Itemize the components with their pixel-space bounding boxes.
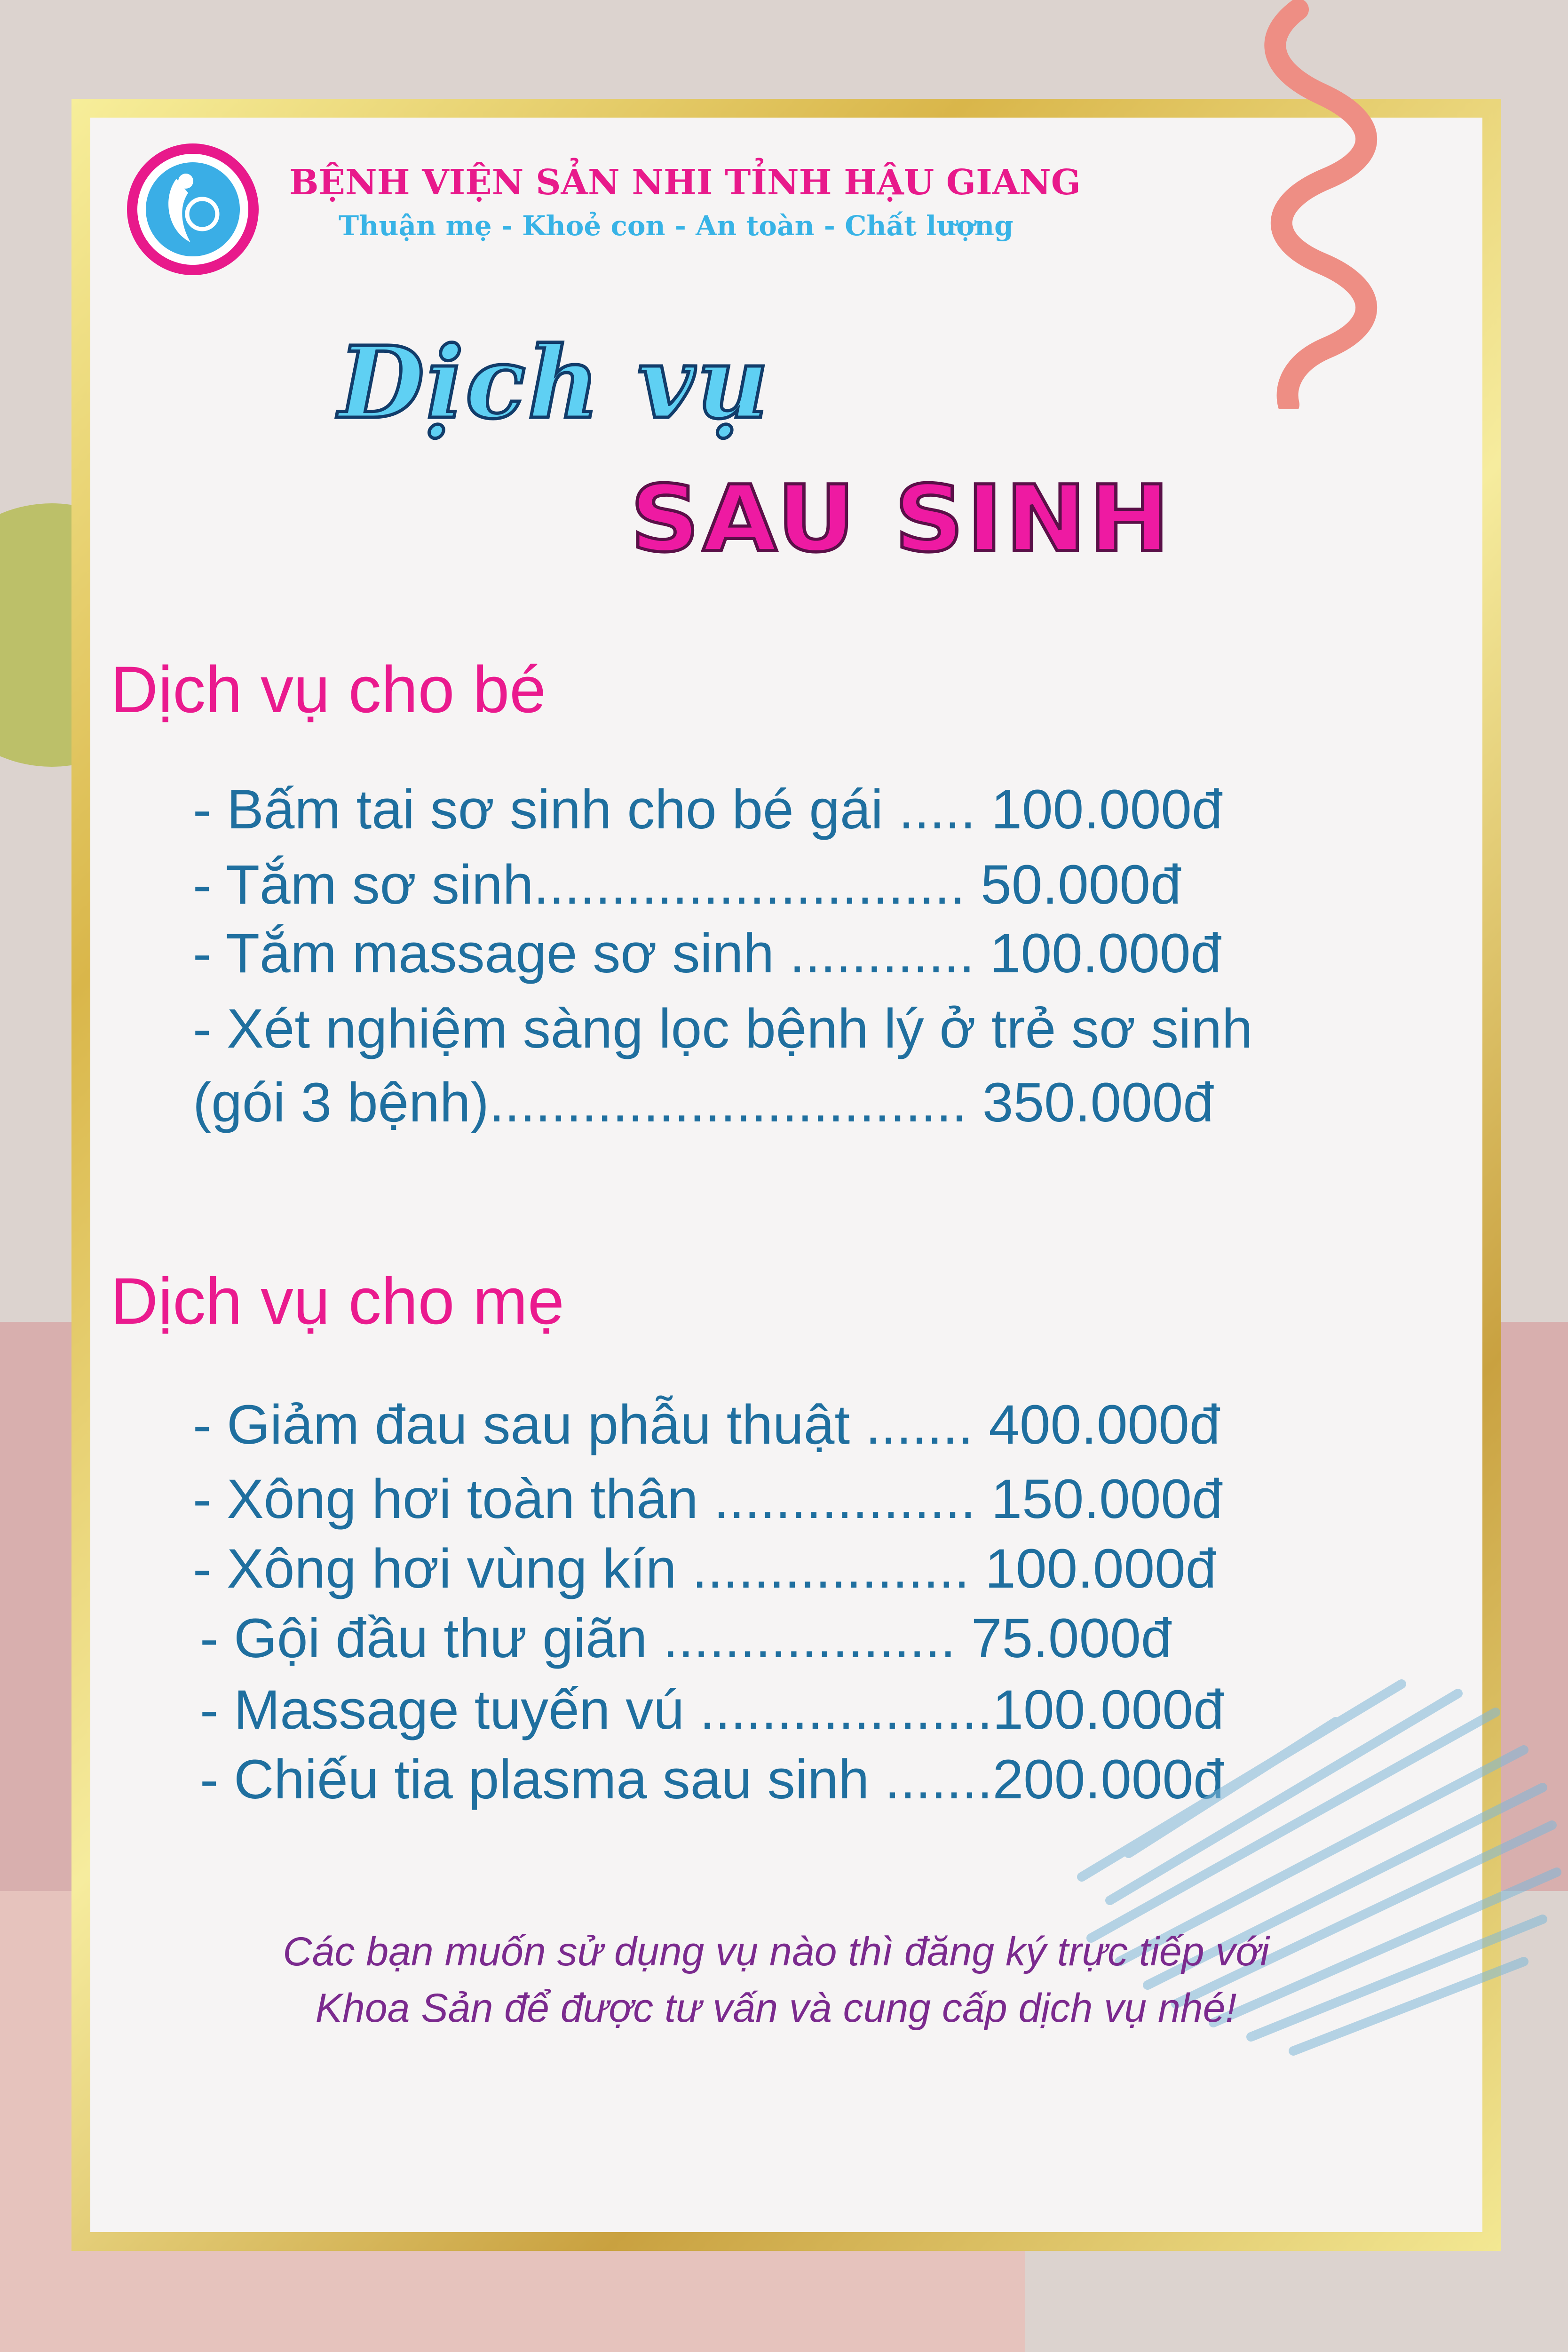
baby-service-item: - Xét nghiệm sàng lọc bệnh lý ở trẻ sơ sinh (193, 998, 1253, 1060)
mother-service-item: - Gội đầu thư giãn ................... 75.000đ (200, 1607, 1172, 1669)
mother-service-item: - Massage tuyến vú ...................100.000đ (200, 1679, 1224, 1741)
hospital-slogan: Thuận mẹ - Khoẻ con - An toàn - Chất lượng (339, 210, 1014, 242)
baby-service-item: - Bấm tai sơ sinh cho bé gái ..... 100.000đ (193, 779, 1223, 841)
mother-service-item: - Xông hơi vùng kín .................. 100.000đ (193, 1538, 1217, 1600)
title-line-2: SAU SINH (630, 466, 1172, 573)
note-line-1: Các bạn muốn sử dụng vụ nào thì đăng ký trực tiếp với (283, 1929, 1269, 1974)
mother-section-title: Dịch vụ cho mẹ (111, 1264, 564, 1338)
hospital-name: BỆNH VIỆN SẢN NHI TỈNH HẬU GIANG (289, 162, 1081, 203)
coral-squiggle-decoration (1242, 0, 1402, 409)
baby-service-item: (gói 3 bệnh)............................... 350.000đ (193, 1072, 1214, 1134)
baby-section-title: Dịch vụ cho bé (111, 652, 546, 726)
mother-service-item: - Chiếu tia plasma sau sinh .......200.000đ (200, 1748, 1224, 1811)
note-line-2: Khoa Sản để được tư vấn và cung cấp dịch vụ nhé! (315, 1986, 1237, 2031)
baby-service-item: - Tắm massage sơ sinh ............ 100.000đ (193, 922, 1222, 985)
mother-service-item: - Xông hơi toàn thân ................. 150.000đ (193, 1468, 1223, 1530)
mother-child-logo-icon (125, 141, 261, 278)
title-line-1: Dịch vụ (339, 325, 771, 441)
mother-service-item: - Giảm đau sau phẫu thuật ....... 400.000đ (193, 1394, 1220, 1456)
baby-service-item: - Tắm sơ sinh............................ 50.000đ (193, 854, 1181, 916)
